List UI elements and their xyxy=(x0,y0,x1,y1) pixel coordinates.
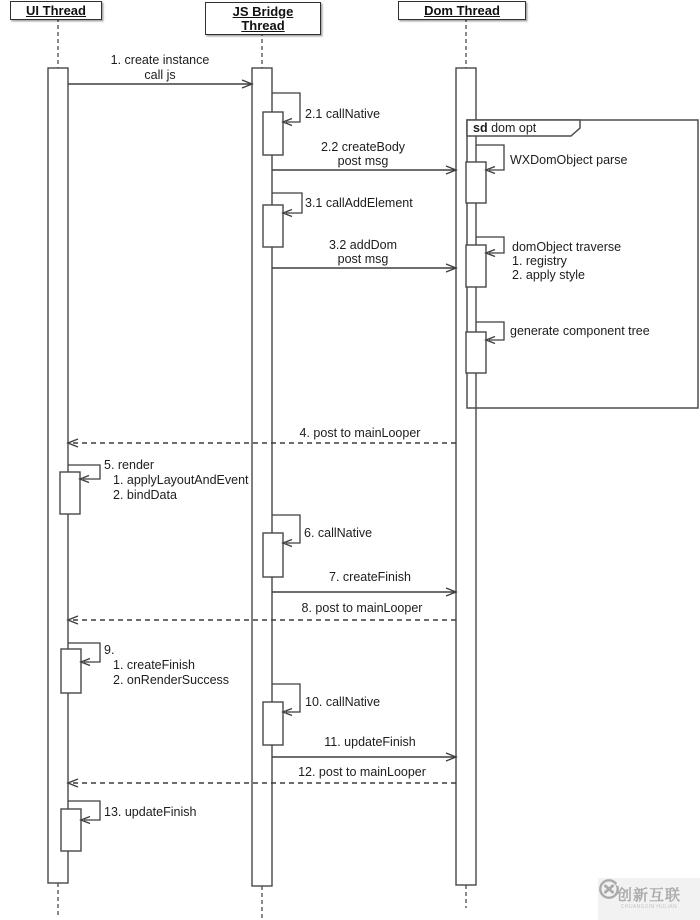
message-2-1-label: 2.1 callNative xyxy=(305,107,381,121)
watermark-cn-text: 创新互联 xyxy=(616,887,681,904)
participant-dom-thread-label: Dom Thread xyxy=(424,2,500,18)
participant-dom-thread xyxy=(398,1,526,20)
participant-js-bridge-thread xyxy=(205,2,321,35)
watermark xyxy=(598,878,700,920)
message-1-label-line2: call js xyxy=(144,68,176,82)
traverse-label-line2: 1. registry xyxy=(512,254,567,268)
message-2-2-label-line1: 2.2 createBody xyxy=(320,140,406,154)
activation-js-callnative-10 xyxy=(263,702,283,745)
watermark-logo-icon xyxy=(598,878,620,900)
message-3-2-label-line1: 3.2 addDom xyxy=(328,238,398,252)
message-1-label-line1: 1. create instance xyxy=(110,53,210,67)
message-5-label-line1: 5. render xyxy=(104,458,155,472)
message-6-label: 6. callNative xyxy=(304,526,373,540)
participant-ui-thread xyxy=(10,1,102,20)
generate-component-tree-label: generate component tree xyxy=(510,324,650,338)
activation-js-callnative-2-1 xyxy=(263,112,283,155)
participant-js-bridge-label-line2: Thread xyxy=(241,17,285,33)
message-3-2-label-line2: post msg xyxy=(337,252,389,266)
activation-ui-createfinish xyxy=(61,649,81,693)
traverse-label-line1: domObject traverse xyxy=(512,240,622,254)
message-2-2-label-line2: post msg xyxy=(337,154,389,168)
traverse-label-line3: 2. apply style xyxy=(512,268,585,282)
activation-dom-wxparse xyxy=(466,162,486,203)
watermark-en-text: CHUANGXIN HULIAN xyxy=(620,904,678,910)
message-9-label-line3: 2. onRenderSuccess xyxy=(113,673,230,687)
message-5-label-line2: 1. applyLayoutAndEvent xyxy=(113,473,249,487)
message-9-label-line1: 9. xyxy=(104,643,115,657)
watermark-text xyxy=(617,888,681,910)
activation-bar-js xyxy=(252,68,272,886)
sd-frame-label xyxy=(473,120,536,136)
message-8-label: 8. post to mainLooper xyxy=(301,601,423,615)
message-9-label-line2: 1. createFinish xyxy=(113,658,195,672)
activation-ui-updatefinish xyxy=(61,809,81,851)
participant-ui-thread-label: UI Thread xyxy=(26,2,86,18)
activation-js-callnative-6 xyxy=(263,533,283,577)
participant-js-bridge-label-line1: JS Bridge xyxy=(232,3,294,19)
activation-dom-gentree xyxy=(466,332,486,373)
message-10-label: 10. callNative xyxy=(305,695,381,709)
activation-ui-render xyxy=(60,472,80,514)
message-5-label-line3: 2. bindData xyxy=(113,488,177,502)
message-11-label: 11. updateFinish xyxy=(324,735,416,749)
activation-dom-traverse xyxy=(466,245,486,287)
message-12-label: 12. post to mainLooper xyxy=(298,765,426,779)
message-4-label: 4. post to mainLooper xyxy=(299,426,421,440)
message-3-1-label: 3.1 callAddElement xyxy=(305,196,413,210)
sd-frame-title: dom opt xyxy=(491,121,537,135)
message-7-label: 7. createFinish xyxy=(329,570,411,584)
message-13-label: 13. updateFinish xyxy=(104,805,197,819)
wxdomobject-parse-label: WXDomObject parse xyxy=(510,153,628,167)
sd-frame-keyword: sd xyxy=(473,121,488,135)
activation-js-calladdelement xyxy=(263,205,283,247)
